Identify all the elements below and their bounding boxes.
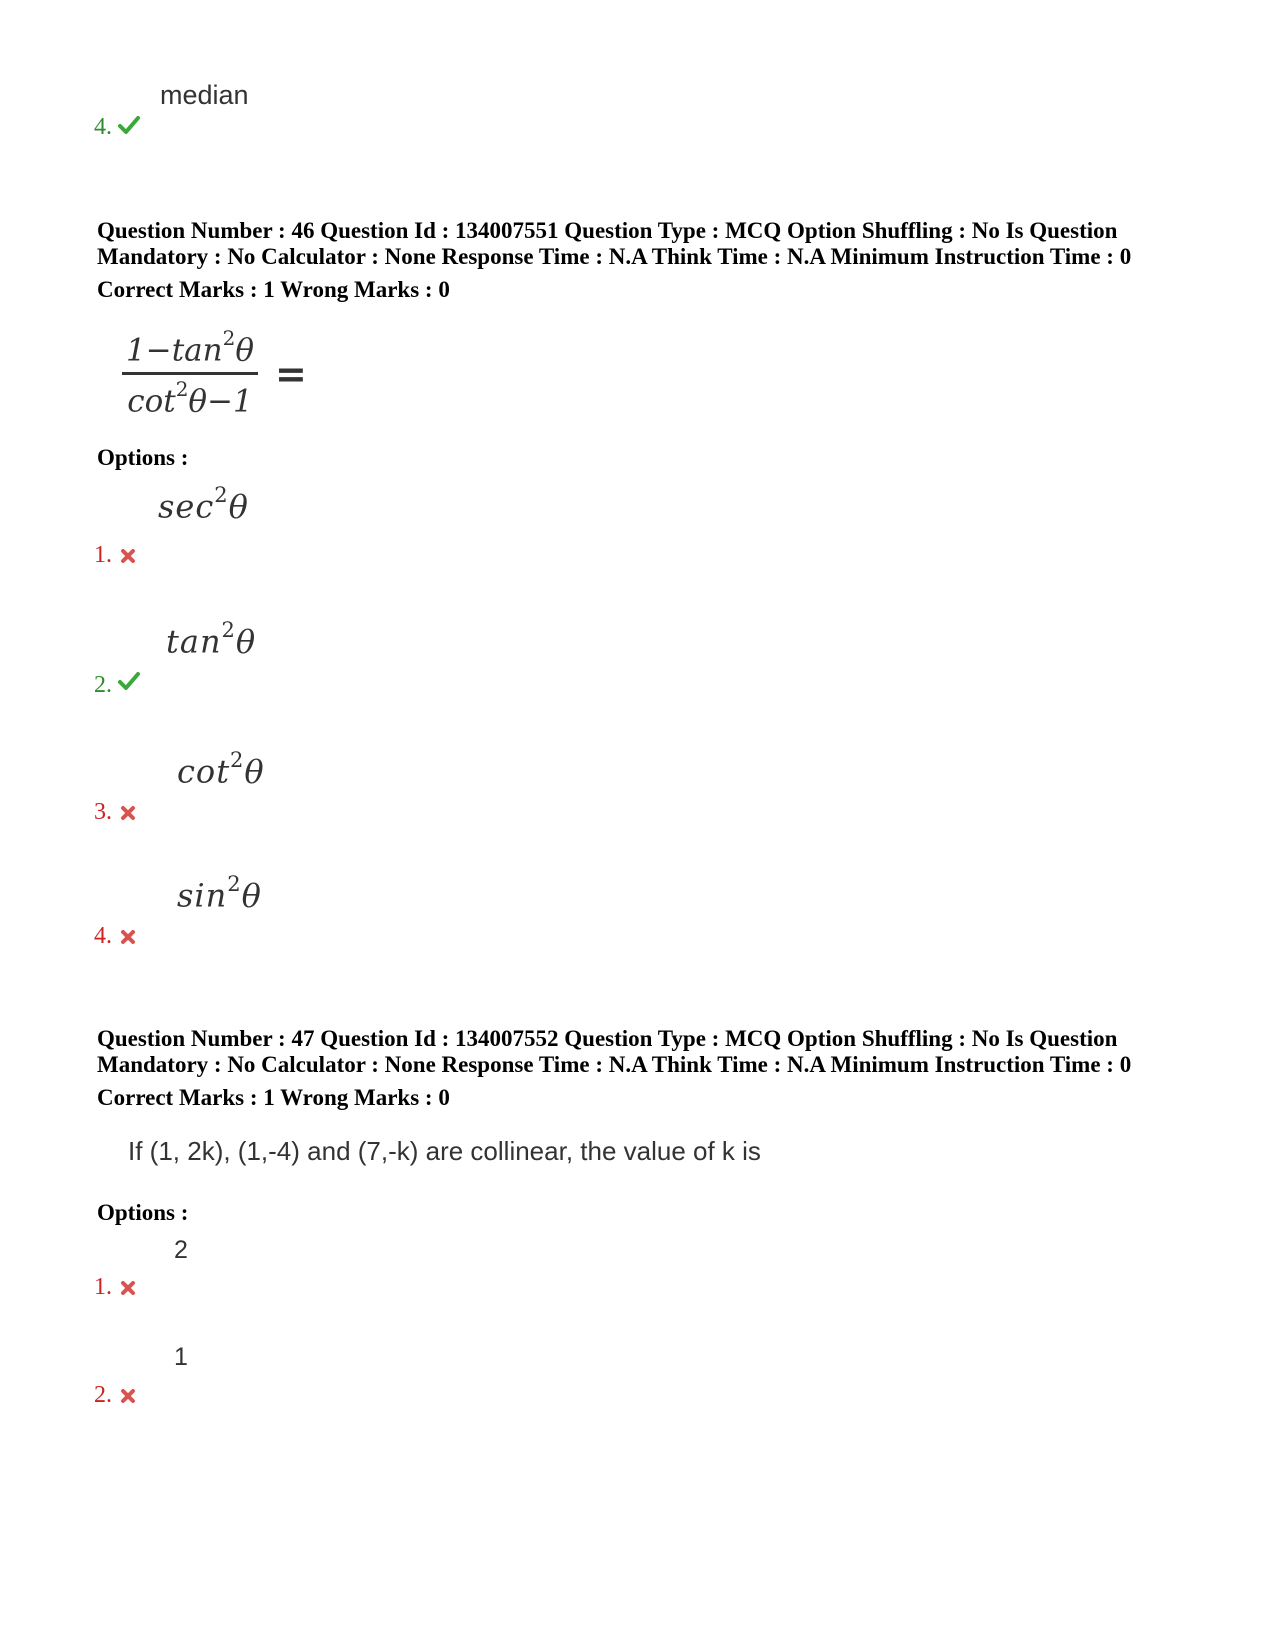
- q46-equals-sign: =: [275, 352, 307, 396]
- cross-icon: [120, 548, 136, 564]
- cross-icon: [120, 1388, 136, 1404]
- q47-meta-line1: Question Number : 47 Question Id : 134007552 Question Type : MCQ Option Shuffling : No Is Question: [97, 1026, 1118, 1051]
- check-icon: [118, 116, 140, 134]
- q47-option-1-number: 1.: [94, 1274, 112, 1300]
- fraction-bar: [122, 372, 258, 375]
- check-icon: [118, 672, 140, 690]
- q47-option-2-text: 1: [174, 1343, 188, 1371]
- q47-options-label: Options :: [97, 1200, 189, 1225]
- q46-option-2-text: $\tan^2\theta$: [166, 618, 257, 661]
- q46-meta-line2: Mandatory : No Calculator : None Response Time : N.A Think Time : N.A Minimum Instruction Time : 0: [97, 244, 1132, 269]
- q46-numerator: $1-\tan^2\theta$: [126, 326, 255, 369]
- cross-icon: [120, 929, 136, 945]
- cross-icon: [120, 1280, 136, 1296]
- q46-fraction: [122, 326, 258, 420]
- q47-meta-line2: Mandatory : No Calculator : None Response Time : N.A Think Time : N.A Minimum Instruction Time : 0: [97, 1052, 1132, 1077]
- q46-option-3-text: $\cot^2\theta$: [177, 748, 265, 791]
- q46-option-4-number: 4.: [94, 923, 112, 949]
- q47-option-2-number: 2.: [94, 1382, 112, 1408]
- q46-option-1-text: $\sec^2\theta$: [158, 483, 249, 526]
- q46-option-3-number: 3.: [94, 799, 112, 825]
- q46-meta-line1: Question Number : 46 Question Id : 134007551 Question Type : MCQ Option Shuffling : No Is Question: [97, 218, 1118, 243]
- prev-option-4-number: 4.: [94, 114, 112, 140]
- q46-marks: Correct Marks : 1 Wrong Marks : 0: [97, 277, 450, 302]
- q47-marks: Correct Marks : 1 Wrong Marks : 0: [97, 1085, 450, 1110]
- q46-meta: [97, 218, 1207, 270]
- q47-question-text: If (1, 2k), (1,-4) and (7,-k) are collinear, the value of k is: [128, 1136, 761, 1166]
- q46-options-label: Options :: [97, 445, 189, 470]
- q46-option-4-text: $\sin^2\theta$: [177, 872, 262, 915]
- prev-option-4-text: median: [160, 80, 249, 110]
- q47-option-1-text: 2: [174, 1236, 188, 1264]
- q46-option-2-number: 2.: [94, 672, 112, 698]
- q46-option-1-number: 1.: [94, 542, 112, 568]
- q47-meta: [97, 1026, 1207, 1078]
- q46-denominator: $\cot^2\theta-1$: [127, 377, 253, 420]
- cross-icon: [120, 805, 136, 821]
